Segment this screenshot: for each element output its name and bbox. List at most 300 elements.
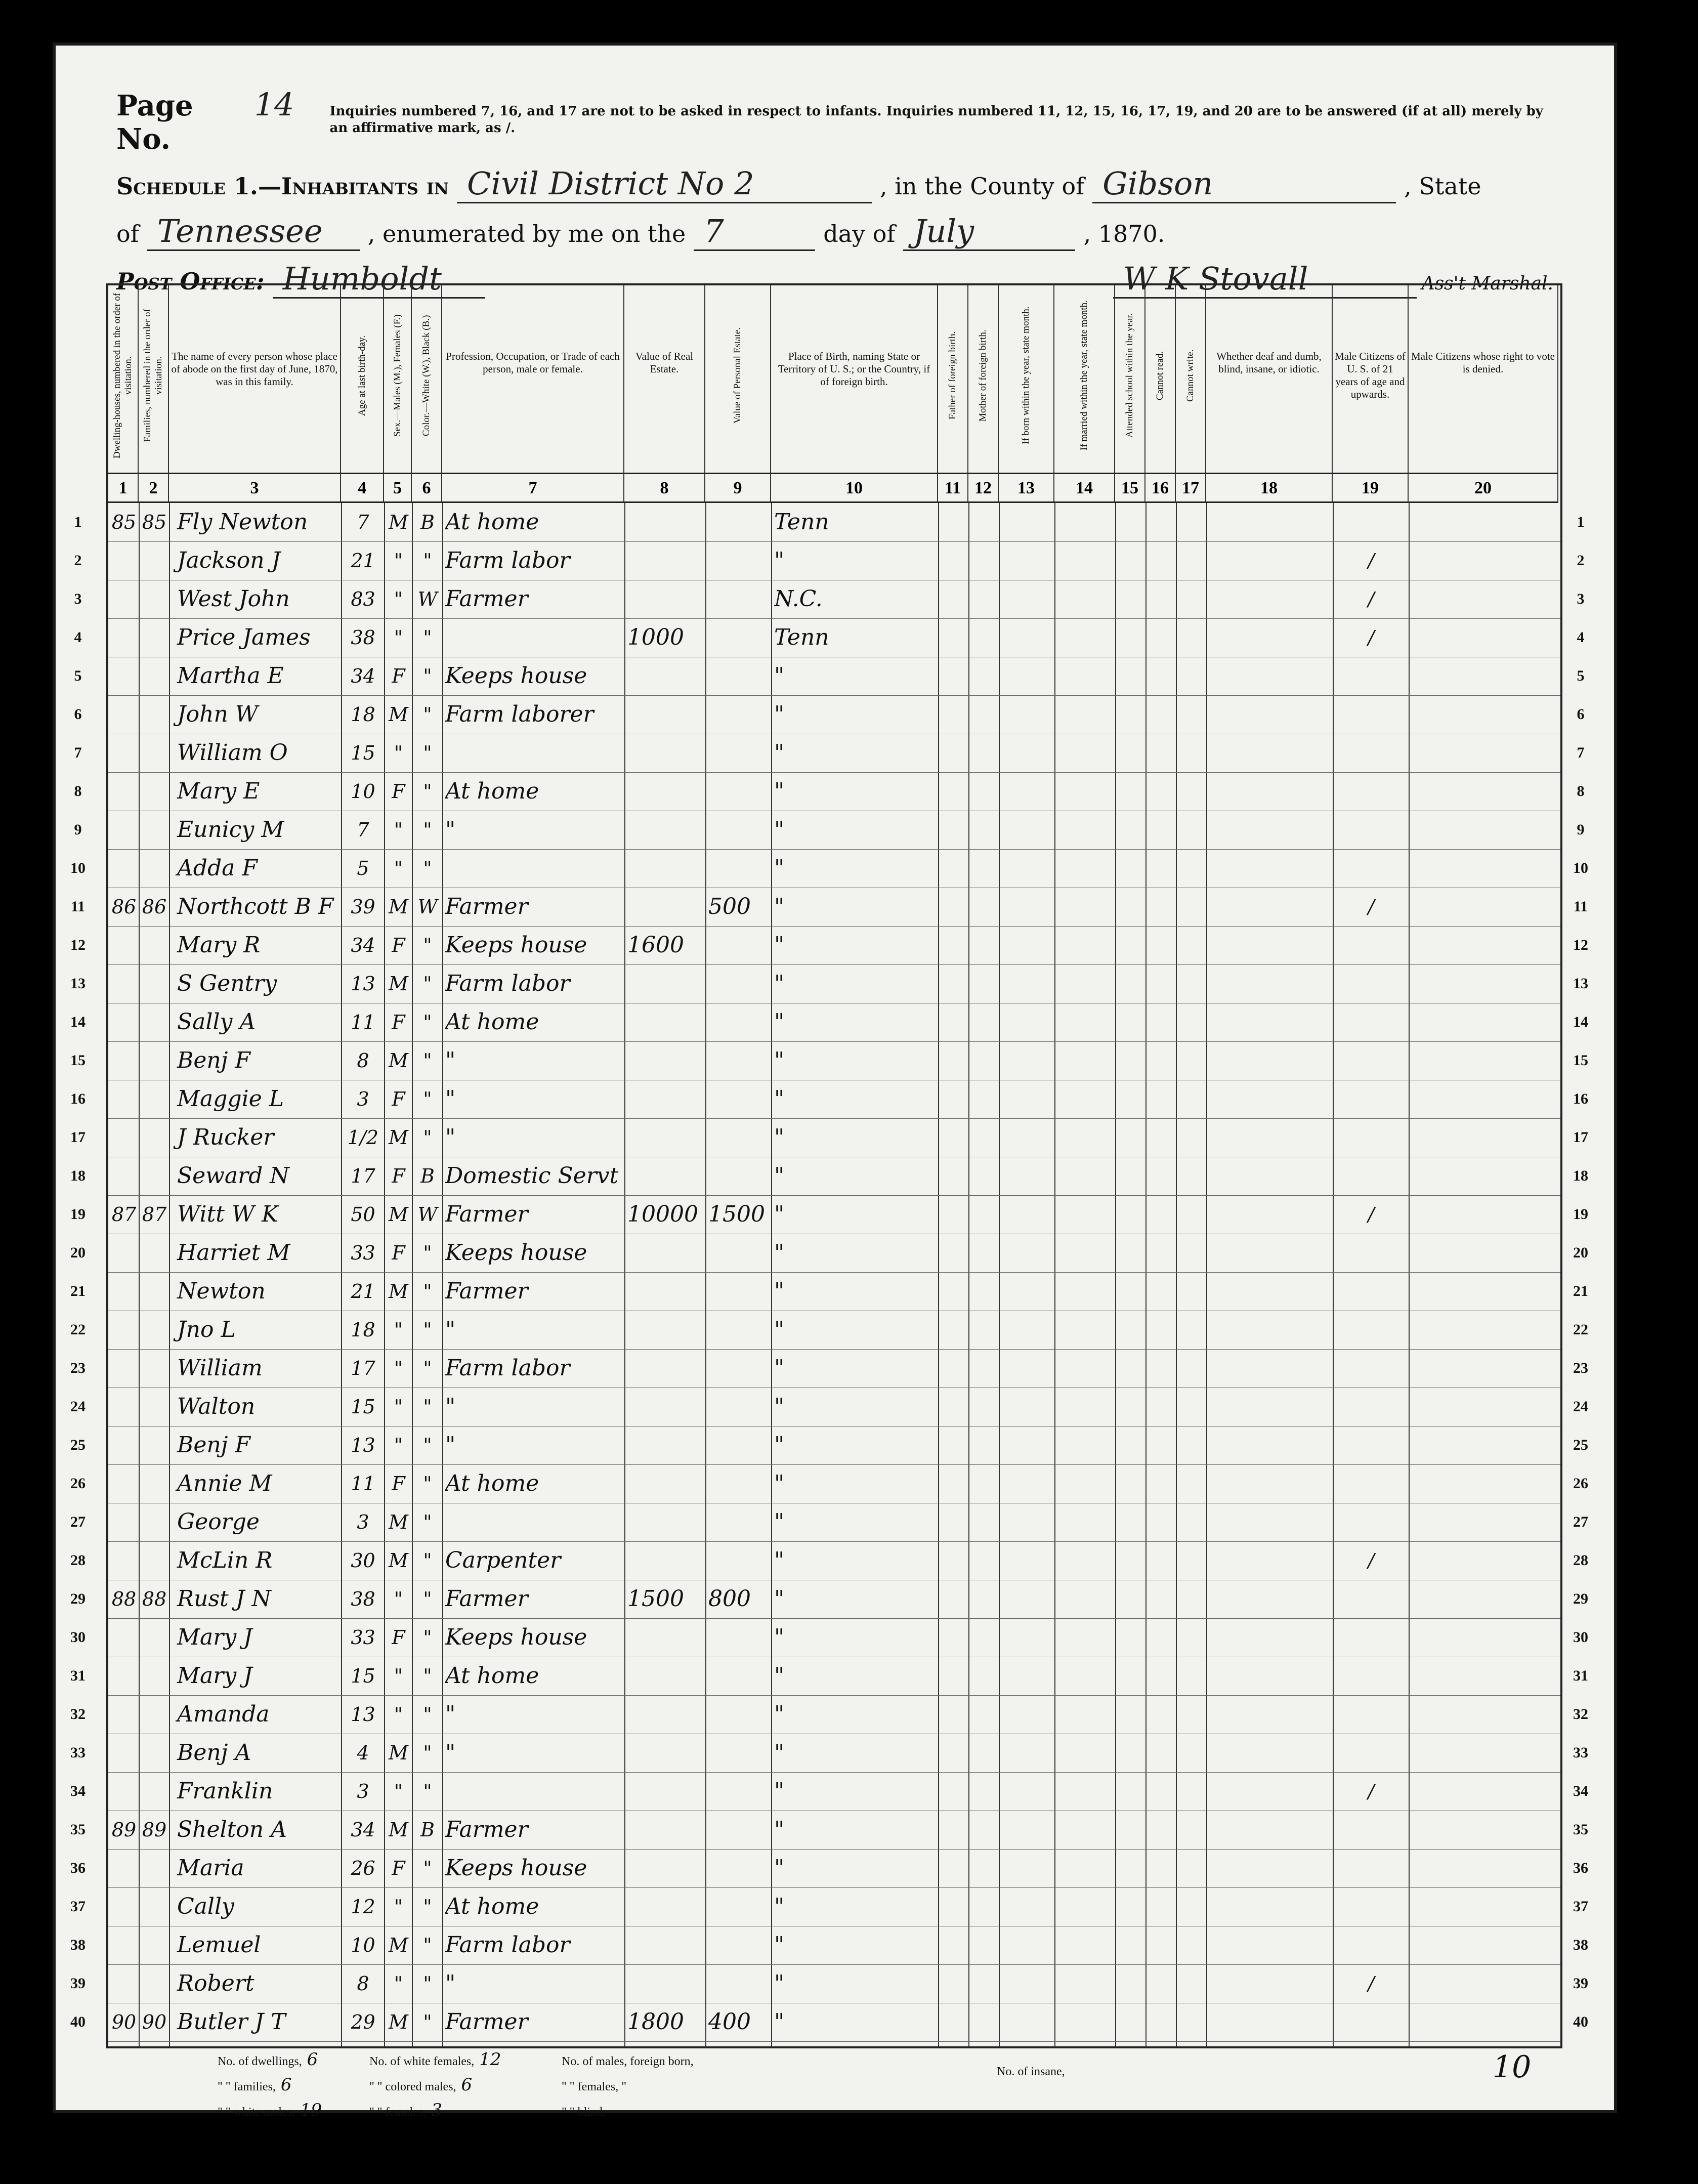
cell-c19 [1336,1352,1407,1384]
cell-col: " [423,1588,432,1610]
cell-fm [142,1737,167,1769]
cell-fm [142,1237,167,1269]
cell-age: 50 [351,1203,375,1226]
cell-age: 13 [351,1434,375,1456]
grid-column-line [1409,503,1410,2046]
cell-c19 [1336,1929,1407,1961]
cell-re [627,814,703,846]
cell-re [627,1352,703,1384]
column-header-label: Cannot read. [1155,351,1166,400]
cell-sex: M [389,1819,408,1841]
cell-col: " [423,1780,432,1802]
cell-name: Maggie L [177,1086,284,1112]
cell-pe [708,1429,769,1461]
census-table [70,283,1588,2048]
cell-c19 [1336,814,1407,846]
cell-occ: Keeps house [445,1855,587,1881]
line-number: 2 [74,552,82,569]
cell-dw: 86 [111,896,137,918]
cell-pe [708,1660,769,1692]
grid-column-line [139,503,140,2046]
cell-pob: N.C. [774,586,823,612]
cell-occ: Farm labor [445,548,570,573]
cell-name: S Gentry [177,971,277,996]
cell-pob: " [774,971,785,996]
cell-re [627,1621,703,1654]
cell-occ: Farm labor [445,1355,570,1381]
cell-pe [708,1621,769,1654]
line-number-right: 28 [1573,1552,1588,1569]
cell-c19: / [1368,896,1375,918]
cell-sex: F [392,1626,405,1649]
cell-c19 [1336,1121,1407,1154]
column-header-label: If born within the year, state month. [1021,306,1032,445]
line-number-right: 40 [1573,2013,1588,2030]
cell-pe [708,968,769,1000]
cell-re [627,1314,703,1346]
cell-re: 1000 [627,624,684,650]
grid-row-line [108,1118,1560,1119]
column-number: 13 [999,473,1054,503]
cell-name: Franklin [177,1778,273,1804]
cell-name: Witt W K [177,1201,278,1227]
cell-pe [708,737,769,769]
cell-fm [142,1275,167,1308]
cell-c19 [1336,1314,1407,1346]
cell-pe [708,1352,769,1384]
cell-fm [142,1967,167,2000]
cell-sex: M [389,703,408,726]
line-number-right: 14 [1573,1014,1588,1030]
cell-c19 [1336,1467,1407,1500]
cell-pe: 800 [708,1586,751,1612]
of-label: of [116,220,139,247]
cell-fm [142,775,167,808]
day-field: 7 [694,213,815,251]
cell-pob: " [774,1432,785,1458]
cell-occ: " [445,1740,456,1766]
line-number-right: 4 [1577,629,1585,646]
line-number-right: 19 [1573,1206,1588,1223]
total-blind: " " blind, [562,2106,606,2119]
cell-name: Jackson J [177,548,281,573]
cell-pob: " [774,817,785,843]
column-header-label: Age at last birth-day. [356,335,367,416]
cell-pe [708,852,769,885]
cell-dw [111,544,137,577]
cell-pob: " [774,740,785,766]
grid-column-line [412,503,413,2046]
column-header-label: Cannot write. [1185,349,1196,402]
cell-age: 7 [357,511,369,533]
cell-pob: " [774,1894,785,1919]
cell-pob: " [774,701,785,727]
column-header-label: Mother of foreign birth. [978,329,989,422]
grid-row-line [108,1195,1560,1196]
cell-age: 83 [351,588,375,610]
cell-name: Mary R [177,932,261,958]
cell-fm: 90 [142,2011,167,2033]
cell-col: " [423,1972,432,1995]
cell-fm [142,583,167,615]
cell-col: " [423,1357,432,1379]
cell-name: Jno L [177,1317,236,1342]
cell-name: Eunicy M [177,817,284,843]
cell-name: John W [177,701,259,727]
line-number: 23 [70,1360,86,1376]
line-number-right: 11 [1573,898,1588,915]
cell-pe [708,1467,769,1500]
line-number-right: 39 [1573,1975,1588,1992]
line-number-right: 23 [1573,1360,1588,1376]
cell-c19 [1336,1006,1407,1038]
cell-c19 [1336,660,1407,692]
cell-dw [111,1660,137,1692]
column-header-label: Attended school within the year. [1124,313,1135,438]
cell-col: " [423,2011,432,2033]
column-header-label: Male Citizens whose right to vote is denied. [1411,350,1555,375]
cell-re [627,1506,703,1538]
cell-age: 18 [351,703,375,726]
cell-age: 10 [351,1934,375,1956]
column-header-10 [771,285,938,473]
line-number: 1 [74,514,82,530]
cell-pe [708,1314,769,1346]
line-number: 14 [70,1014,86,1030]
cell-name: Seward N [177,1163,289,1189]
cell-dw [111,737,137,769]
cell-sex: M [389,1049,408,1072]
day-of-label: day of [823,220,896,247]
line-number: 9 [74,821,82,838]
cell-age: 21 [351,550,375,572]
cell-dw [111,1160,137,1192]
cell-occ: At home [445,509,539,535]
marshal-label: Ass't Marshal. [1421,273,1553,294]
cell-age: 3 [357,1088,369,1110]
column-header-label: Whether deaf and dumb, blind, insane, or idiotic. [1216,350,1322,375]
cell-name: Mary E [177,778,260,804]
cell-age: 26 [351,1857,375,1879]
cell-name: Sally A [177,1009,256,1035]
cell-sex: M [389,1203,408,1226]
column-header-8 [624,285,705,473]
cell-age: 10 [351,780,375,803]
cell-fm [142,1429,167,1461]
line-number: 12 [70,937,86,953]
cell-name: J Rucker [177,1124,274,1150]
cell-pe [708,1237,769,1269]
cell-age: 21 [351,1280,375,1303]
cell-dw: 88 [111,1588,137,1610]
cell-re [627,1891,703,1923]
cell-col: " [423,1934,432,1956]
cell-age: 29 [351,2011,375,2033]
line-number: 25 [70,1437,86,1453]
grid-row-line [108,1849,1560,1850]
cell-fm [142,1506,167,1538]
cell-occ [445,1506,622,1538]
cell-fm [142,1621,167,1654]
cell-pe [708,1698,769,1731]
line-number-right: 2 [1577,552,1585,569]
line-number-right: 20 [1573,1244,1588,1261]
cell-age: 15 [351,1665,375,1687]
cell-dw [111,1775,137,1808]
cell-dw: 85 [111,511,137,533]
cell-col: " [423,934,432,956]
page-label: Page No. [116,89,193,156]
cell-col: " [423,1319,432,1341]
column-number: 14 [1054,473,1115,503]
cell-sex: F [392,1473,405,1495]
column-header-label: Male Citizens of U. S. of 21 years of age and upwards. [1335,350,1406,400]
cell-c19 [1336,1237,1407,1269]
grid-column-line [384,503,385,2046]
totals-section [106,2044,1558,2125]
grid-row-line [108,1041,1560,1042]
line-number-right: 37 [1573,1898,1588,1915]
cell-sex: M [389,1126,408,1149]
cell-fm: 85 [142,511,167,533]
cell-col: " [423,1434,432,1456]
cell-c19 [1336,1698,1407,1731]
cell-sex: " [394,1972,403,1995]
cell-age: 30 [351,1549,375,1572]
year-label: , 1870. [1083,220,1165,247]
column-header-label: Dwelling-houses, numbered in the order of visitation. [112,292,134,458]
cell-occ: Farm laborer [445,701,594,727]
line-number-right: 32 [1573,1706,1588,1723]
county-field: Gibson [1092,165,1396,203]
column-header-label: Value of Real Estate. [635,350,694,375]
total-white-females: No. of white females, 12 [369,2049,501,2070]
cell-pe [708,1891,769,1923]
cell-c19: / [1368,550,1375,572]
cell-sex: " [394,1588,403,1610]
total-insane: No. of insane, [997,2065,1065,2078]
cell-occ: Farmer [445,1817,528,1842]
cell-sex: F [392,1165,405,1187]
cell-dw [111,1352,137,1384]
cell-pob: " [774,1970,785,1996]
cell-c19: / [1368,626,1375,649]
cell-age: 15 [351,1396,375,1418]
line-number-right: 36 [1573,1860,1588,1876]
cell-re [627,1275,703,1308]
cell-dw [111,1121,137,1154]
grid-row-line [108,1887,1560,1888]
cell-col: " [423,1280,432,1303]
cell-sex: M [389,511,408,533]
cell-occ [445,621,622,654]
cell-sex: M [389,1742,408,1764]
column-header-12 [968,285,999,473]
cell-sex: M [389,1549,408,1572]
cell-c19 [1336,1583,1407,1615]
grid-column-line [771,503,772,2046]
cell-occ: Farm labor [445,971,570,996]
cell-age: 7 [357,819,369,841]
total-colored-males: " " colored males, 6 [369,2075,473,2095]
column-number: 4 [341,473,384,503]
line-number-right: 33 [1573,1744,1588,1761]
grid-column-line [1206,503,1207,2046]
cell-name: Benj F [177,1432,250,1458]
line-number-right: 12 [1573,937,1588,953]
line-number: 31 [70,1667,86,1684]
cell-col: " [423,626,432,649]
cell-pob: " [774,1586,785,1612]
line-number: 6 [74,706,82,723]
line-number-right: 13 [1573,975,1588,992]
grid-column-line [1115,503,1116,2046]
post-office-field: Humboldt [273,260,485,299]
cell-pe [708,1852,769,1884]
column-header-13 [999,285,1054,473]
cell-name: William O [177,740,288,766]
cell-age: 13 [351,973,375,995]
cell-fm [142,1698,167,1731]
cell-pe [708,1083,769,1115]
cell-re [627,1160,703,1192]
cell-col: " [423,1088,432,1110]
column-header-18 [1206,285,1333,473]
cell-c19 [1336,968,1407,1000]
cell-re [627,891,703,923]
cell-name: Cally [177,1894,234,1919]
cell-name: Mary J [177,1624,252,1650]
cell-col: " [423,1049,432,1072]
line-number-right: 27 [1573,1514,1588,1530]
cell-col: " [423,1473,432,1495]
cell-re [627,660,703,692]
cell-col: B [420,511,435,533]
cell-re [627,1967,703,2000]
cell-sex: F [392,1242,405,1264]
cell-dw [111,1891,137,1923]
grid-row-line [108,618,1560,619]
cell-occ: At home [445,1009,539,1035]
total-foreign-females: " " females, " [562,2080,627,2093]
cell-pob: " [774,778,785,804]
schedule-header [116,86,1553,299]
cell-dw [111,1929,137,1961]
cell-re: 1600 [627,932,684,958]
cell-sex: " [394,1703,403,1726]
cell-occ: Keeps house [445,663,587,689]
cell-pe: 1500 [708,1201,765,1227]
line-number-right: 25 [1573,1437,1588,1453]
cell-sex: M [389,2011,408,2033]
cell-age: 18 [351,1319,375,1341]
cell-col: " [423,665,432,687]
cell-c19 [1336,1621,1407,1654]
cell-occ: Keeps house [445,1624,587,1650]
column-header-16 [1145,285,1176,473]
cell-pob: Tenn [774,624,829,650]
cell-fm [142,737,167,769]
cell-fm: 88 [142,1588,167,1610]
cell-pob: " [774,1163,785,1189]
cell-pob: " [774,1509,785,1535]
post-office-label: Post Office: [116,268,265,295]
cell-pe [708,929,769,961]
line-number-right: 15 [1573,1052,1588,1069]
cell-sex: " [394,1665,403,1687]
cell-pe [708,1275,769,1308]
cell-col: " [423,1396,432,1418]
column-number: 15 [1115,473,1145,503]
cell-dw [111,660,137,692]
cell-dw [111,1044,137,1077]
cell-re [627,544,703,577]
cell-pob: " [774,1471,785,1496]
cell-c19: / [1368,1972,1375,1995]
cell-c19 [1336,1814,1407,1846]
cell-col: " [423,550,432,572]
column-number: 9 [705,473,771,503]
cell-dw [111,1467,137,1500]
line-number-right: 5 [1577,667,1585,684]
cell-pob: " [774,1278,785,1304]
cell-pob: " [774,1817,785,1842]
cell-occ: " [445,1124,456,1150]
total-colored-females: " " females, 3 [369,2100,442,2120]
cell-occ: Farmer [445,894,528,919]
cell-re: 1500 [627,1586,684,1612]
cell-dw [111,1621,137,1654]
cell-pob: " [774,1663,785,1689]
cell-pob: " [774,855,785,881]
cell-re [627,1237,703,1269]
cell-occ: " [445,817,456,843]
cell-c19 [1336,1160,1407,1192]
cell-pe [708,1506,769,1538]
cell-name: Butler J T [177,2009,286,2035]
cell-dw [111,1275,137,1308]
column-number: 5 [384,473,412,503]
cell-age: 8 [357,1972,369,1995]
cell-pe [708,1814,769,1846]
cell-age: 17 [351,1357,375,1379]
cell-pe: 400 [708,2009,751,2035]
cell-fm [142,1891,167,1923]
cell-re [627,775,703,808]
cell-pob: " [774,1624,785,1650]
cell-re [627,852,703,885]
cell-sex: F [392,665,405,687]
cell-re [627,583,703,615]
cell-re [627,1852,703,1884]
cell-col: " [423,1896,432,1918]
line-number-right: 30 [1573,1629,1588,1646]
line-number: 11 [70,898,86,915]
cell-dw [111,1006,137,1038]
line-number-right: 10 [1573,860,1588,876]
cell-occ: " [445,1432,456,1458]
column-header-label: Profession, Occupation, or Trade of each person, male or female. [446,350,620,375]
cell-col: B [420,1165,435,1187]
cell-pe [708,506,769,538]
cell-age: 17 [351,1165,375,1187]
cell-fm [142,698,167,731]
line-number-right: 24 [1573,1398,1588,1415]
cell-age: 39 [351,896,375,918]
line-number: 5 [74,667,82,684]
line-number-right: 6 [1577,706,1585,723]
cell-re [627,1660,703,1692]
